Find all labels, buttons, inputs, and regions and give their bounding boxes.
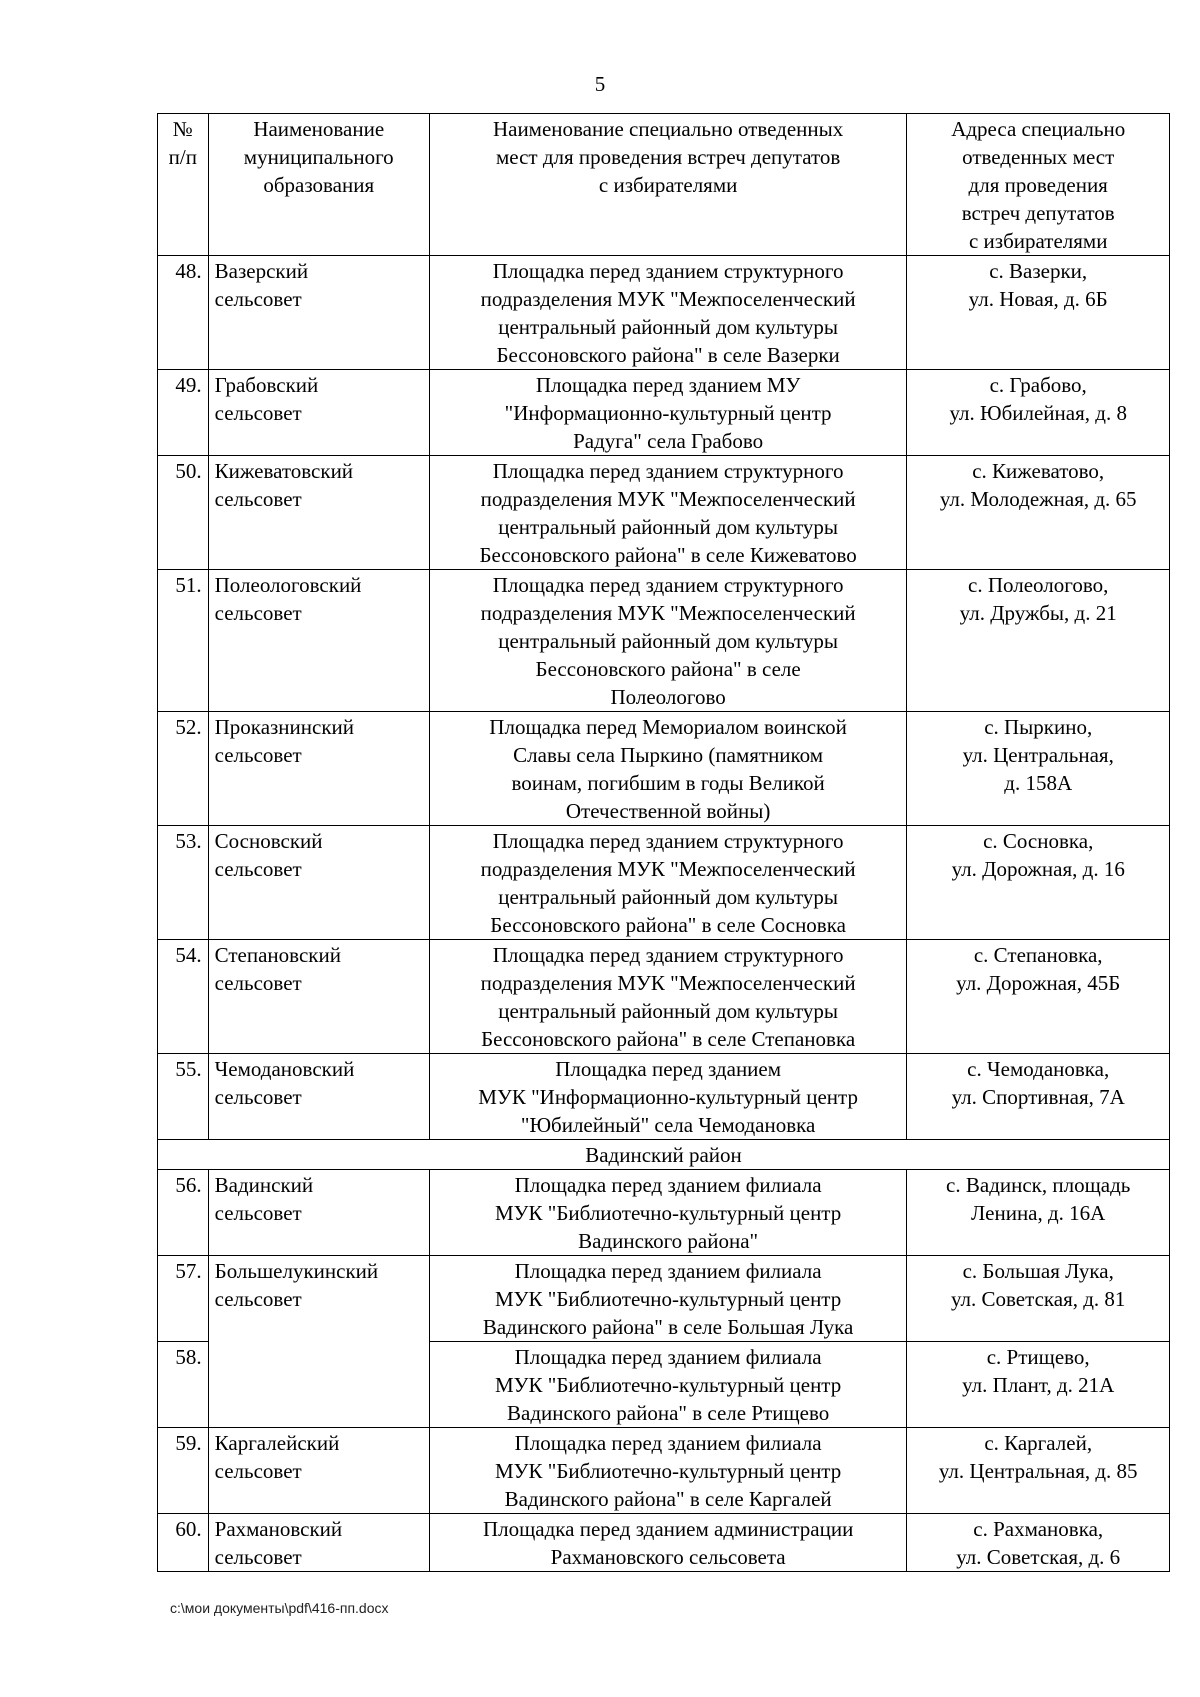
- table-row: [158, 940, 1170, 1054]
- row-number: 60.: [158, 1514, 209, 1572]
- row-number: 57.: [158, 1256, 209, 1342]
- row-place: Площадка перед Мемориалом воинской Славы села Пыркино (памятником воинам, погибшим в годы Великой Отечественной войны): [429, 712, 907, 826]
- row-address: с. Чемодановка, ул. Спортивная, 7А: [907, 1054, 1170, 1140]
- row-address: с. Пыркино, ул. Центральная, д. 158А: [907, 712, 1170, 826]
- row-number: 55.: [158, 1054, 209, 1140]
- row-number: 51.: [158, 570, 209, 712]
- row-municipality: Большелукинский сельсовет: [208, 1256, 429, 1428]
- table-row: [158, 1256, 1170, 1342]
- page-number: 5: [594, 72, 606, 96]
- district-heading-row: [158, 1140, 1170, 1170]
- table-body: [158, 256, 1170, 1572]
- header-address: Адреса специально отведенных мест для проведения встреч депутатов с избирателями: [907, 114, 1170, 256]
- row-place: Площадка перед зданием МУ "Информационно-культурный центр Радуга" села Грабово: [429, 370, 907, 456]
- footer-file-path: c:\мои документы\pdf\416-пп.docx: [170, 1600, 389, 1616]
- row-address: с. Степановка, ул. Дорожная, 45Б: [907, 940, 1170, 1054]
- row-place: Площадка перед зданием филиала МУК "Библиотечно-культурный центр Вадинского района" в селе Ртищево: [429, 1342, 907, 1428]
- row-place: Площадка перед зданием структурного подразделения МУК "Межпоселенческий центральный районный дом культуры Бессоновского района" в селе Полеологово: [429, 570, 907, 712]
- header-municipality: Наименование муниципального образования: [208, 114, 429, 256]
- row-number: 56.: [158, 1170, 209, 1256]
- row-place: Площадка перед зданием филиала МУК "Библиотечно-культурный центр Вадинского района" в селе Большая Лука: [429, 1256, 907, 1342]
- table-row: [158, 1054, 1170, 1140]
- row-municipality: Грабовский сельсовет: [208, 370, 429, 456]
- row-address: с. Рахмановка, ул. Советская, д. 6: [907, 1514, 1170, 1572]
- row-place: Площадка перед зданием филиала МУК "Библиотечно-культурный центр Вадинского района": [429, 1170, 907, 1256]
- table-row: [158, 570, 1170, 712]
- header-place: Наименование специально отведенных мест для проведения встреч депутатов с избирателями: [429, 114, 907, 256]
- row-address: с. Грабово, ул. Юбилейная, д. 8: [907, 370, 1170, 456]
- row-municipality: Кижеватовский сельсовет: [208, 456, 429, 570]
- row-municipality: Сосновский сельсовет: [208, 826, 429, 940]
- table-row: [158, 370, 1170, 456]
- row-address: с. Каргалей, ул. Центральная, д. 85: [907, 1428, 1170, 1514]
- district-heading: Вадинский район: [158, 1140, 1170, 1170]
- row-address: с. Вазерки, ул. Новая, д. 6Б: [907, 256, 1170, 370]
- row-place: Площадка перед зданием структурного подразделения МУК "Межпоселенческий центральный районный дом культуры Бессоновского района" в селе Степановка: [429, 940, 907, 1054]
- row-place: Площадка перед зданием структурного подразделения МУК "Межпоселенческий центральный районный дом культуры Бессоновского района" в селе Сосновка: [429, 826, 907, 940]
- row-municipality: Чемодановский сельсовет: [208, 1054, 429, 1140]
- row-number: 59.: [158, 1428, 209, 1514]
- table-row: [158, 712, 1170, 826]
- row-address: с. Полеологово, ул. Дружбы, д. 21: [907, 570, 1170, 712]
- row-number: 52.: [158, 712, 209, 826]
- row-number: 50.: [158, 456, 209, 570]
- row-municipality: Вазерский сельсовет: [208, 256, 429, 370]
- table-row: [158, 826, 1170, 940]
- header-number: № п/п: [158, 114, 209, 256]
- row-address: с. Сосновка, ул. Дорожная, д. 16: [907, 826, 1170, 940]
- row-place: Площадка перед зданием структурного подразделения МУК "Межпоселенческий центральный районный дом культуры Бессоновского района" в селе Кижеватово: [429, 456, 907, 570]
- table-row: [158, 256, 1170, 370]
- table-row: [158, 1514, 1170, 1572]
- table-header-row: [158, 114, 1170, 256]
- row-number: 53.: [158, 826, 209, 940]
- row-municipality: Полеологовский сельсовет: [208, 570, 429, 712]
- row-municipality: Каргалейский сельсовет: [208, 1428, 429, 1514]
- row-number: 54.: [158, 940, 209, 1054]
- row-place: Площадка перед зданием структурного подразделения МУК "Межпоселенческий центральный районный дом культуры Бессоновского района" в селе Вазерки: [429, 256, 907, 370]
- row-municipality: Рахмановский сельсовет: [208, 1514, 429, 1572]
- row-address: с. Вадинск, площадь Ленина, д. 16А: [907, 1170, 1170, 1256]
- row-municipality: Вадинский сельсовет: [208, 1170, 429, 1256]
- row-place: Площадка перед зданием филиала МУК "Библиотечно-культурный центр Вадинского района" в селе Каргалей: [429, 1428, 907, 1514]
- row-address: с. Большая Лука, ул. Советская, д. 81: [907, 1256, 1170, 1342]
- row-address: с. Ртищево, ул. Плант, д. 21А: [907, 1342, 1170, 1428]
- meeting-places-table: [157, 113, 1170, 1572]
- table-row: [158, 1428, 1170, 1514]
- table-row: [158, 1170, 1170, 1256]
- row-number: 58.: [158, 1342, 209, 1428]
- row-place: Площадка перед зданием МУК "Информационно-культурный центр "Юбилейный" села Чемодановка: [429, 1054, 907, 1140]
- row-number: 48.: [158, 256, 209, 370]
- row-municipality: Проказнинский сельсовет: [208, 712, 429, 826]
- row-place: Площадка перед зданием администрации Рахмановского сельсовета: [429, 1514, 907, 1572]
- table-row: [158, 456, 1170, 570]
- row-municipality: Степановский сельсовет: [208, 940, 429, 1054]
- row-address: с. Кижеватово, ул. Молодежная, д. 65: [907, 456, 1170, 570]
- row-number: 49.: [158, 370, 209, 456]
